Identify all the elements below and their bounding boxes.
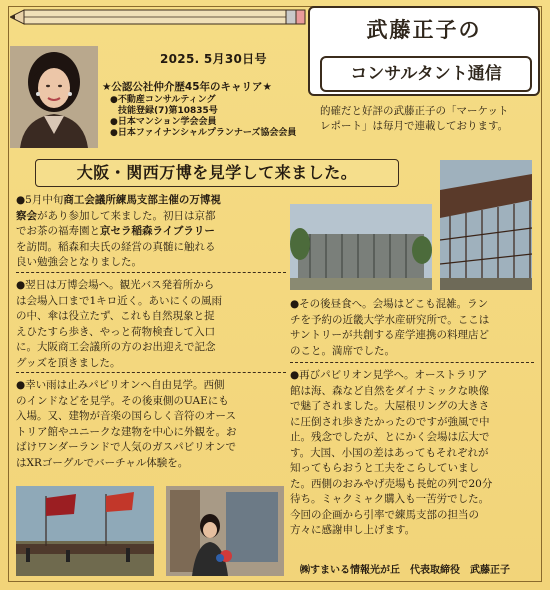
paragraph-line: 今回の企画から引率で練馬支部の担当の [290, 508, 479, 521]
article-headline: 大阪・関西万博を見学して来ました。 [35, 159, 399, 187]
paragraph-line: 館は海、森など自然をダイナミックな映像 [290, 384, 490, 397]
photo-flag-plaza [16, 486, 154, 576]
paragraph-line: ●翌日は万博会場へ。観光バス発着所から [16, 279, 215, 291]
newsletter-title-box [308, 6, 540, 96]
pencil-decoration-icon [10, 8, 306, 26]
text-span: があり参加して来ました。初日は京都 [37, 209, 216, 222]
divider-line [16, 372, 286, 373]
paragraph-line: のこと。満席でした。 [290, 344, 395, 357]
qualifications-list [110, 95, 296, 139]
divider-line [16, 272, 286, 273]
paragraph-line: グッズを頂きました。 [16, 356, 121, 369]
intro-text [320, 104, 528, 134]
paragraph-expo-entry [16, 278, 286, 371]
qualification-item: ●日本マンション学会会員 [110, 117, 217, 127]
paragraph-line: に。大阪商工会議所の方のお出迎えで記念 [16, 341, 216, 353]
paragraph-line: 入場。又、建物が音楽の国らしく音符のオース [16, 410, 236, 422]
paragraph-line: た。西側のおみやげ売場も長蛇の列で20分 [290, 477, 493, 490]
paragraph-kyoto [16, 193, 286, 271]
paragraph-line: ばけワンダーランドで人気のガスパビリオンで [16, 441, 236, 453]
paragraph-pavilions [16, 378, 286, 471]
bold-span: 京セラ稲森ライブラリー [100, 225, 215, 237]
paragraph-line: サントリーが共創する産学連携の料理店ど [290, 329, 489, 341]
paragraph-line: トリア館やユニークな建物を中心に外観を。お [16, 425, 237, 438]
qualification-item: ●不動産コンサルティング [110, 95, 216, 105]
paragraph-line: 止。残念でしたが、とにかく会場は広大で [290, 431, 490, 443]
intro-line: 的確だと好評の武藤正子の「マーケット [320, 105, 509, 117]
paragraph-line: えひたすら歩き、やっと荷物検査して入口 [16, 325, 216, 338]
bold-span: 察会 [16, 209, 37, 222]
author-portrait [10, 46, 98, 148]
paragraph-line: を訪問。稲森和夫氏の経営の真髄に触れる [16, 240, 216, 253]
paragraph-line: ●その後昼食へ。会場はどこも混雑。ラン [290, 298, 489, 310]
divider-line [290, 362, 534, 363]
photo-author-mascot [166, 486, 284, 576]
paragraph-line: 方々に感謝申し上げます。 [290, 524, 416, 536]
photo-pavilion-building [290, 204, 432, 290]
bullet: ● [16, 194, 26, 206]
qualification-item: ●日本ファイナンシャルプランナーズ協会会員 [110, 128, 297, 138]
career-line: ★公認公社仲介歴45年のキャリア★ [102, 81, 272, 93]
photo-grand-ring [440, 160, 532, 290]
qualification-item: 技能登録(7)第10835号 [118, 106, 218, 116]
paragraph-line: の中、傘は役立たず、これも自然現象と捉 [16, 310, 215, 322]
paragraph-line: で魅了されました。大屋根リングの大きさ [290, 400, 490, 412]
paragraph-line: 良い勉強会となりました。 [16, 256, 142, 268]
paragraph-line [16, 209, 286, 225]
paragraph-line: ●再びパビリオン見学へ。オーストラリア [290, 369, 488, 381]
paragraph-line: 待ち。ミャクミャク購入も一苦労でした。 [290, 493, 490, 505]
title-line-2: コンサルタント通信 [320, 56, 532, 92]
bold-span: 商工会議所練馬支部主催の万博視 [63, 194, 221, 206]
paragraph-line: す。大国、小国の差はあってもそれぞれが [290, 446, 489, 459]
text-span: でお茶の福寿園と [16, 225, 100, 237]
paragraph-line: ●幸い雨は止みパビリオンへ自由見学。西側 [16, 379, 225, 391]
paragraph-line [16, 193, 286, 209]
intro-line: レポート」は毎月で連載しております。 [320, 120, 509, 132]
paragraph-lunch [290, 297, 534, 359]
text-span: 5月中旬 [25, 194, 64, 206]
paragraph-australia [290, 368, 534, 539]
title-line-1: 武藤正子の [366, 18, 482, 42]
paragraph-line [16, 224, 286, 240]
paragraph-line: はXRゴーグルでバーチャル体験を。 [16, 456, 189, 469]
paragraph-line: は会場入口まで1キロ近く。あいにくの風雨 [16, 294, 222, 307]
paragraph-line: のインドなどを見学。その後東側のUAEにも [16, 394, 229, 407]
paragraph-line: チを予約の近畿大学水産研究所で。ここは [290, 313, 490, 326]
paragraph-line: に圧倒され歩きたかったのですが強風で中 [290, 415, 490, 428]
issue-date: 2025. 5月30日号 [160, 52, 267, 66]
paragraph-line: 知ってもらおうと工夫をこらしていまし [290, 462, 479, 474]
signature: ㈱すまいる情報光が丘 代表取締役 武藤正子 [300, 565, 510, 576]
